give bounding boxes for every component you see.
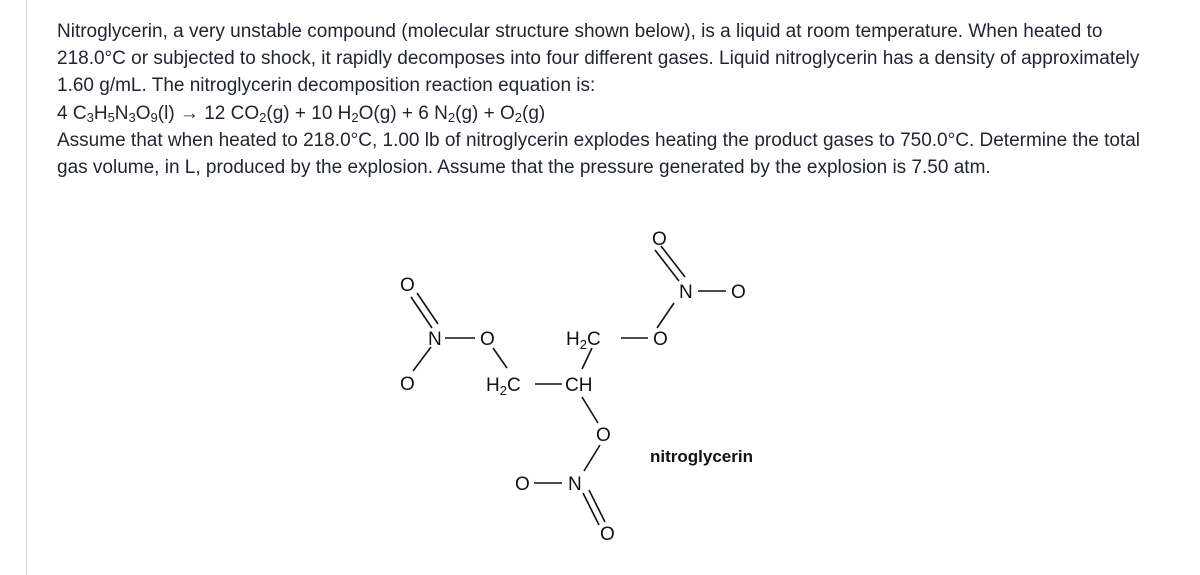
structure-caption: nitroglycerin xyxy=(650,447,753,466)
reaction-equation: 4 $C_3H_5N_3O_9(l) \to 12$ $CO_2(g) + 10$ $H_2O(g) + 6$ $N_2(g) + O_2(g)$ xyxy=(57,103,546,125)
atom-O: O xyxy=(515,474,530,495)
question-task: Assume that when heated to 218.0°C, 1.00 lb of nitroglycerin explodes heating the product gases to 750.0°C. Determine the total gas volume, in L, produced by the explosion. Assume that the pressure generated by the explosion is 7.50 atm. xyxy=(57,130,1141,178)
group-h2c-upper: $H_2C$ xyxy=(566,329,601,352)
atom-O: O xyxy=(652,229,667,250)
atom-O: O xyxy=(596,425,611,446)
atom-O: O xyxy=(731,282,746,303)
atom-O: O xyxy=(600,524,615,545)
question-intro: Nitroglycerin, a very unstable compound (molecular structure shown below), is a liquid at room temperature. When heated to 218.0°C or subjected to shock, it rapidly decomposes into four different gases. Liquid nitroglycerin has a density of approximately 1.60 g/mL. The nitroglycerin decomposition reaction equation is: xyxy=(57,21,1140,96)
question-text xyxy=(57,18,1167,181)
group-h2c-lower: $H_2C$ xyxy=(486,375,521,398)
nitroglycerin-structure xyxy=(370,215,790,560)
atom-N: N xyxy=(568,474,582,495)
atom-N: N xyxy=(679,282,693,303)
atom-O: O xyxy=(480,329,495,350)
atom-O: O xyxy=(653,329,668,350)
group-ch: CH xyxy=(565,375,593,396)
atom-N: N xyxy=(428,329,442,350)
atom-O: O xyxy=(400,374,415,395)
atoms xyxy=(400,229,746,545)
atom-O: O xyxy=(400,275,415,296)
